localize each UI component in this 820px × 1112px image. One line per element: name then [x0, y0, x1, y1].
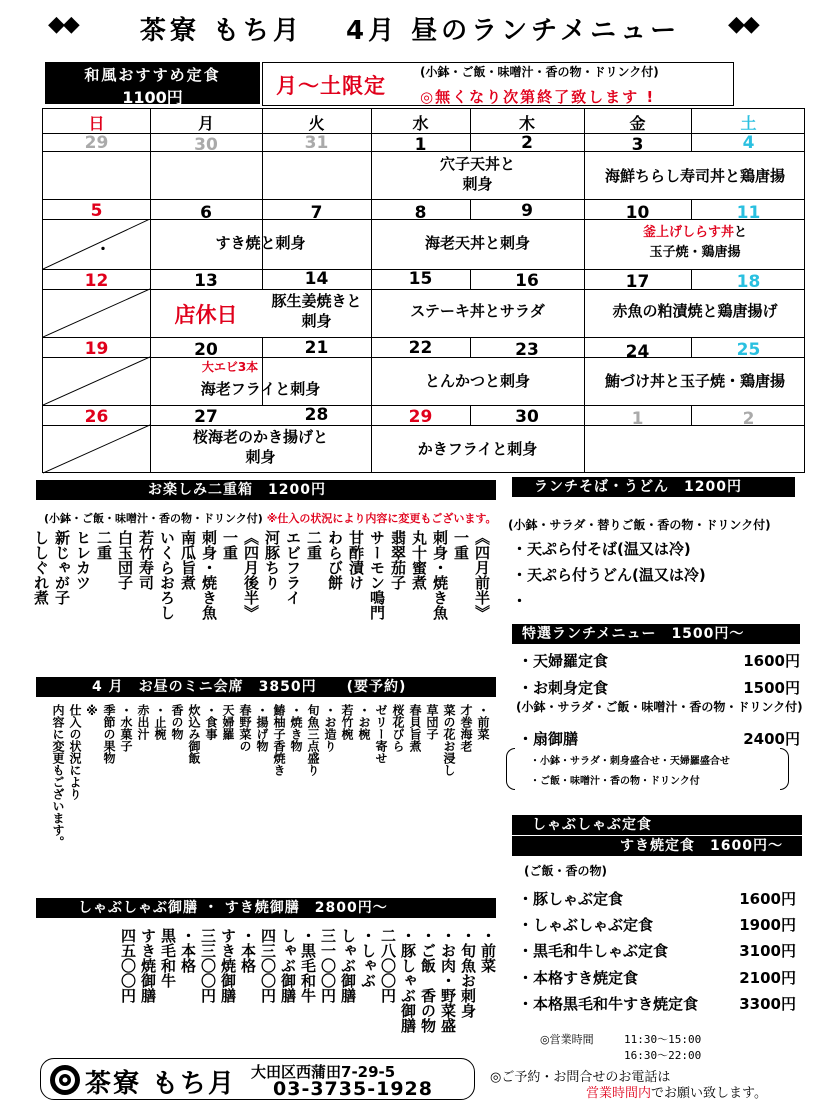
menu-column: 河豚ちり [263, 530, 281, 590]
shabu-item: ・しゃぶしゃぶ定食 [518, 916, 654, 934]
hours-time-1: 11:30～15:00 [624, 1033, 702, 1046]
limited-label: 月～土限定 [276, 74, 386, 98]
menu-column: 二重 [95, 530, 113, 560]
menu-column: 南瓜旨煮 [179, 530, 197, 590]
date: 15 [408, 269, 433, 289]
menu-column: ・前菜 [476, 704, 490, 740]
meal-cell: 海老天丼と刺身 [424, 234, 530, 252]
menu-column: 赤出汁 [136, 704, 150, 740]
menu-column: サーモン鳴門 [368, 530, 386, 620]
date: 3 [631, 135, 644, 155]
lunch-set-price: 1100円 [122, 88, 183, 107]
menu-column: ししぐれ煮 [32, 530, 50, 605]
sold-out-text: ◎無くなり次第終了致します [420, 88, 640, 106]
lunch-calendar [42, 108, 805, 473]
shop-name: 茶寮 もち月 [85, 1069, 237, 1099]
meal-suffix: と [734, 225, 748, 240]
kaiseki-menu [40, 704, 490, 892]
date: 1 [631, 409, 644, 429]
sold-out-note [420, 86, 655, 107]
shabu-gozen-menu [36, 928, 496, 1056]
menu-column: ※ [85, 704, 99, 718]
menu-column: すき焼御膳 [219, 928, 237, 1003]
ogi-note-2: ・ご飯・味噌汁・香の物・ドリンク付 [530, 776, 700, 787]
nijubako-includes: (小鉢・ご飯・味噌汁・香の物・ドリンク付) [44, 512, 263, 525]
date: 7 [310, 203, 323, 223]
day-tue: 火 [308, 114, 325, 133]
menu-column: 内容に変更もございます。 [51, 704, 65, 848]
menu-column: 炊込み御飯 [187, 704, 201, 764]
menu-column: しゃぶ御膳 [339, 928, 357, 1003]
menu-column: 三一〇〇円 [319, 928, 337, 1003]
menu-column: 草団子 [425, 704, 439, 740]
lunch-set-box [45, 62, 260, 107]
meal-cell: すき焼と刺身 [215, 234, 306, 252]
date: 28 [304, 405, 329, 425]
meal-line: 桜海老のかき揚げと [192, 428, 328, 446]
hours-label: ◎営業時間 [540, 1033, 594, 1046]
shabu-price: 1900円 [739, 916, 796, 934]
exclamation-mark: ! [646, 88, 656, 106]
date: 13 [194, 271, 218, 291]
ogi-gozen-item: ・扇御膳 [518, 730, 579, 748]
menu-column: ・本格 [239, 928, 257, 973]
meal-line [584, 223, 806, 243]
meal-cell: 赤魚の粕漬焼と鶏唐揚げ [612, 302, 778, 320]
menu-column: 黒毛和牛 [159, 928, 177, 988]
menu-column: 若竹寿司 [137, 530, 155, 590]
menu-column: ・お造り [323, 704, 337, 752]
menu-column: 春貝旨煮 [408, 704, 422, 752]
menu-column: 刺身・焼き魚 [200, 530, 218, 620]
shabu-gozen-title: しゃぶしゃぶ御膳 ・ すき焼御膳 2800円～ [36, 898, 496, 918]
date: 12 [84, 271, 109, 291]
shop-info-box [40, 1058, 475, 1100]
ogi-gozen-price: 2400円 [743, 730, 800, 748]
meal-cell: とんかつと刺身 [424, 372, 530, 390]
menu-column: 甘酢漬け [347, 530, 365, 590]
date: 30 [194, 135, 218, 155]
menu-column: ・黒毛和牛 [299, 928, 317, 1003]
meal-cell: かきフライと刺身 [417, 440, 538, 458]
menu-column: ・お椀 [357, 704, 371, 740]
day-thu: 木 [518, 114, 535, 133]
menu-column: しゃぶ御膳 [279, 928, 297, 1003]
menu-column: ・豚しゃぶ御膳 [399, 928, 417, 1033]
menu-column: ・旬魚お刺身 [459, 928, 477, 1018]
menu-column: ・止椀 [153, 704, 167, 740]
nijubako-title: お楽しみ二重箱 1200円 [36, 480, 496, 500]
soba-item: ・天ぷら付そば(温又は冷) [512, 540, 691, 558]
nijubako-menu [32, 530, 491, 650]
date: 11 [736, 203, 761, 223]
date: 9 [521, 201, 533, 221]
meal-line: 刺身 [462, 175, 493, 193]
menu-column: ゼリー寄せ [374, 704, 388, 764]
menu-column: 菜の花お浸し [442, 704, 456, 776]
lunch-set-includes: (小鉢・ご飯・味噌汁・香の物・ドリンク付) [420, 65, 659, 79]
menu-column: ・食事 [204, 704, 218, 740]
menu-column: ・前菜 [479, 928, 497, 973]
shabu-item: ・豚しゃぶ定食 [518, 890, 624, 908]
shabu-price: 1600円 [739, 890, 796, 908]
kaiseki-title: 4 月 お昼のミニ会席 3850円 (要予約) [36, 677, 496, 697]
meal-cell: 鮪づけ丼と玉子焼・鶏唐揚 [604, 372, 785, 390]
date: 22 [408, 338, 433, 358]
date: 23 [515, 340, 539, 360]
menu-column: ・本格 [179, 928, 197, 973]
meal-cell: ステーキ丼とサラダ [410, 302, 545, 320]
left-bracket-icon [506, 748, 515, 790]
date: 16 [515, 271, 539, 291]
date: 29 [408, 407, 433, 427]
menu-column: 香の物 [170, 704, 184, 740]
contact-line-2 [586, 1082, 767, 1101]
date: 5 [90, 201, 103, 221]
hours-time-2: 16:30～22:00 [624, 1049, 702, 1062]
menu-column: 春野菜の [238, 704, 252, 752]
date: 14 [304, 269, 329, 289]
day-fri: 金 [629, 114, 646, 133]
menu-column: いくらおろし [158, 530, 176, 620]
menu-column: 若竹椀 [340, 704, 354, 740]
menu-column: 白玉団子 [116, 530, 134, 590]
menu-column: 桜花びら [391, 704, 405, 752]
meal-cell: 海老フライと刺身 [200, 380, 321, 398]
contact-line-1: ◎ご予約・お問合せのお電話は [490, 1070, 671, 1085]
menu-column: 二八〇〇円 [379, 928, 397, 1003]
meal-cell [371, 154, 584, 194]
contact-rest: でお願い致します。 [651, 1086, 767, 1101]
diamond-left-icon: ◆◆ [48, 12, 78, 37]
menu-column: 旬魚三点盛り [306, 704, 320, 776]
menu-column: 才巻海老 [459, 704, 473, 752]
menu-column: わらび餅 [326, 530, 344, 590]
date: 29 [84, 133, 109, 153]
right-bracket-icon [780, 748, 789, 790]
date: 31 [304, 133, 329, 153]
shop-phone: 03-3735-1928 [273, 1078, 433, 1100]
nijubako-note [44, 510, 497, 526]
day-sat: 土 [740, 114, 757, 133]
day-sun: 日 [88, 114, 105, 133]
tokusen-title: 特選ランチメニュー 1500円～ [512, 624, 800, 644]
day-mon: 月 [197, 114, 214, 133]
date: 6 [200, 203, 212, 223]
meal-note: 大エビ3本 [201, 360, 259, 374]
meal-cell: 海鮮ちらし寿司丼と鶏唐揚 [604, 167, 785, 185]
tokusen-item: ・お刺身定食 [518, 679, 609, 697]
date: 27 [194, 407, 218, 427]
menu-column: 四五〇〇円 [119, 928, 137, 1003]
ogi-note-1: ・小鉢・サラダ・刺身盛合せ・天婦羅盛合せ [530, 756, 730, 767]
shabu-price: 2100円 [739, 969, 796, 987]
menu-column: 三三〇〇円 [199, 928, 217, 1003]
meal-cell [584, 223, 806, 263]
shabu-teishoku-title2: すき焼定食 1600円～ [512, 836, 802, 856]
contact-hours-highlight: 営業時間内 [586, 1086, 652, 1101]
menu-column: ・焼き物 [289, 704, 303, 752]
date: 4 [742, 133, 755, 153]
blank-item: ・ [512, 592, 528, 610]
tokusen-note: (小鉢・サラダ・ご飯・味噌汁・香の物・ドリンク付) [516, 700, 803, 714]
date: 10 [625, 203, 650, 223]
date: 8 [414, 203, 427, 223]
shabu-teishoku-title1: しゃぶしゃぶ定食 [512, 815, 802, 835]
shabu-item: ・本格すき焼定食 [518, 969, 639, 987]
shabu-item: ・黒毛和牛しゃぶ定食 [518, 942, 669, 960]
menu-column: 一重 [221, 530, 239, 560]
date: 30 [515, 407, 539, 427]
diamond-right-icon: ◆◆ [728, 12, 758, 37]
lunch-set-name: 和風おすすめ定食 [84, 66, 221, 84]
menu-column: ・お肉・野菜盛 [439, 928, 457, 1033]
tokusen-price: 1600円 [743, 652, 800, 670]
meal-line: 刺身 [245, 448, 276, 466]
date: 2 [742, 409, 755, 429]
tokusen-item: ・天婦羅定食 [518, 652, 609, 670]
menu-column: すき焼御膳 [139, 928, 157, 1003]
date: 26 [84, 407, 109, 427]
menu-column: 鰆柚子香焼き [272, 704, 286, 776]
date: 19 [84, 339, 109, 359]
shop-crest-icon [49, 1064, 81, 1096]
date: 25 [736, 340, 761, 360]
meal-cell [150, 427, 371, 467]
meal-line: 玉子焼・鶏唐揚 [649, 245, 741, 260]
menu-column: 一重 [452, 530, 470, 560]
day-wed: 水 [412, 114, 429, 133]
shabu-teishoku-note: (ご飯・香の物) [524, 864, 607, 878]
date: 24 [625, 342, 650, 362]
date: 1 [414, 135, 427, 155]
meal-highlight: 釜上げしらす丼 [642, 225, 734, 240]
menu-column: ・ご飯 香の物 [419, 928, 437, 1033]
udon-item: ・天ぷら付うどん(温又は冷) [512, 566, 706, 584]
menu-column: 《四月前半》 [473, 530, 491, 620]
menu-column: 刺身・焼き魚 [431, 530, 449, 620]
shabu-price: 3100円 [739, 942, 796, 960]
menu-column: ・しゃぶ [359, 928, 377, 988]
menu-column: ・揚げ物 [255, 704, 269, 752]
meal-dot: ・ [95, 240, 111, 258]
menu-column: 翡翠茄子 [389, 530, 407, 590]
closed-day-label: 店休日 [174, 303, 238, 327]
menu-column: 丸十蜜煮 [410, 530, 428, 590]
meal-line: 豚生姜焼きと [271, 292, 362, 310]
menu-column: 二重 [305, 530, 323, 560]
menu-column: 四三〇〇円 [259, 928, 277, 1003]
date: 17 [625, 272, 650, 292]
menu-column: 季節の果物 [102, 704, 116, 764]
meal-cell [262, 291, 371, 331]
menu-column: エビフライ [284, 530, 302, 605]
shabu-price: 3300円 [739, 995, 796, 1013]
date: 21 [304, 338, 329, 358]
menu-column: 新じゃが子 [53, 530, 71, 605]
menu-column: ・水菓子 [119, 704, 133, 752]
menu-column: 仕入の状況により [68, 704, 82, 800]
menu-column: ヒレカツ [74, 530, 92, 590]
soba-note: (小鉢・サラダ・替りご飯・香の物・ドリンク付) [508, 518, 771, 532]
date: 20 [194, 340, 218, 360]
shop-address: 大田区西蒲田7-29-5 [251, 1063, 396, 1081]
soba-title: ランチそば・うどん 1200円 [512, 477, 795, 497]
menu-column: 天婦羅 [221, 704, 235, 740]
shabu-item: ・本格黒毛和牛すき焼定食 [518, 995, 699, 1013]
meal-line: 刺身 [301, 312, 332, 330]
nijubako-warning: ※仕入の状況により内容に変更もございます。 [266, 512, 497, 525]
menu-column: 《四月後半》 [242, 530, 260, 620]
date: 2 [521, 133, 533, 153]
tokusen-price: 1500円 [743, 679, 800, 697]
meal-line: 穴子天丼と [439, 155, 515, 173]
page-title: 茶寮 もち月 4月 昼のランチメニュー [139, 16, 681, 46]
date: 18 [736, 272, 761, 292]
